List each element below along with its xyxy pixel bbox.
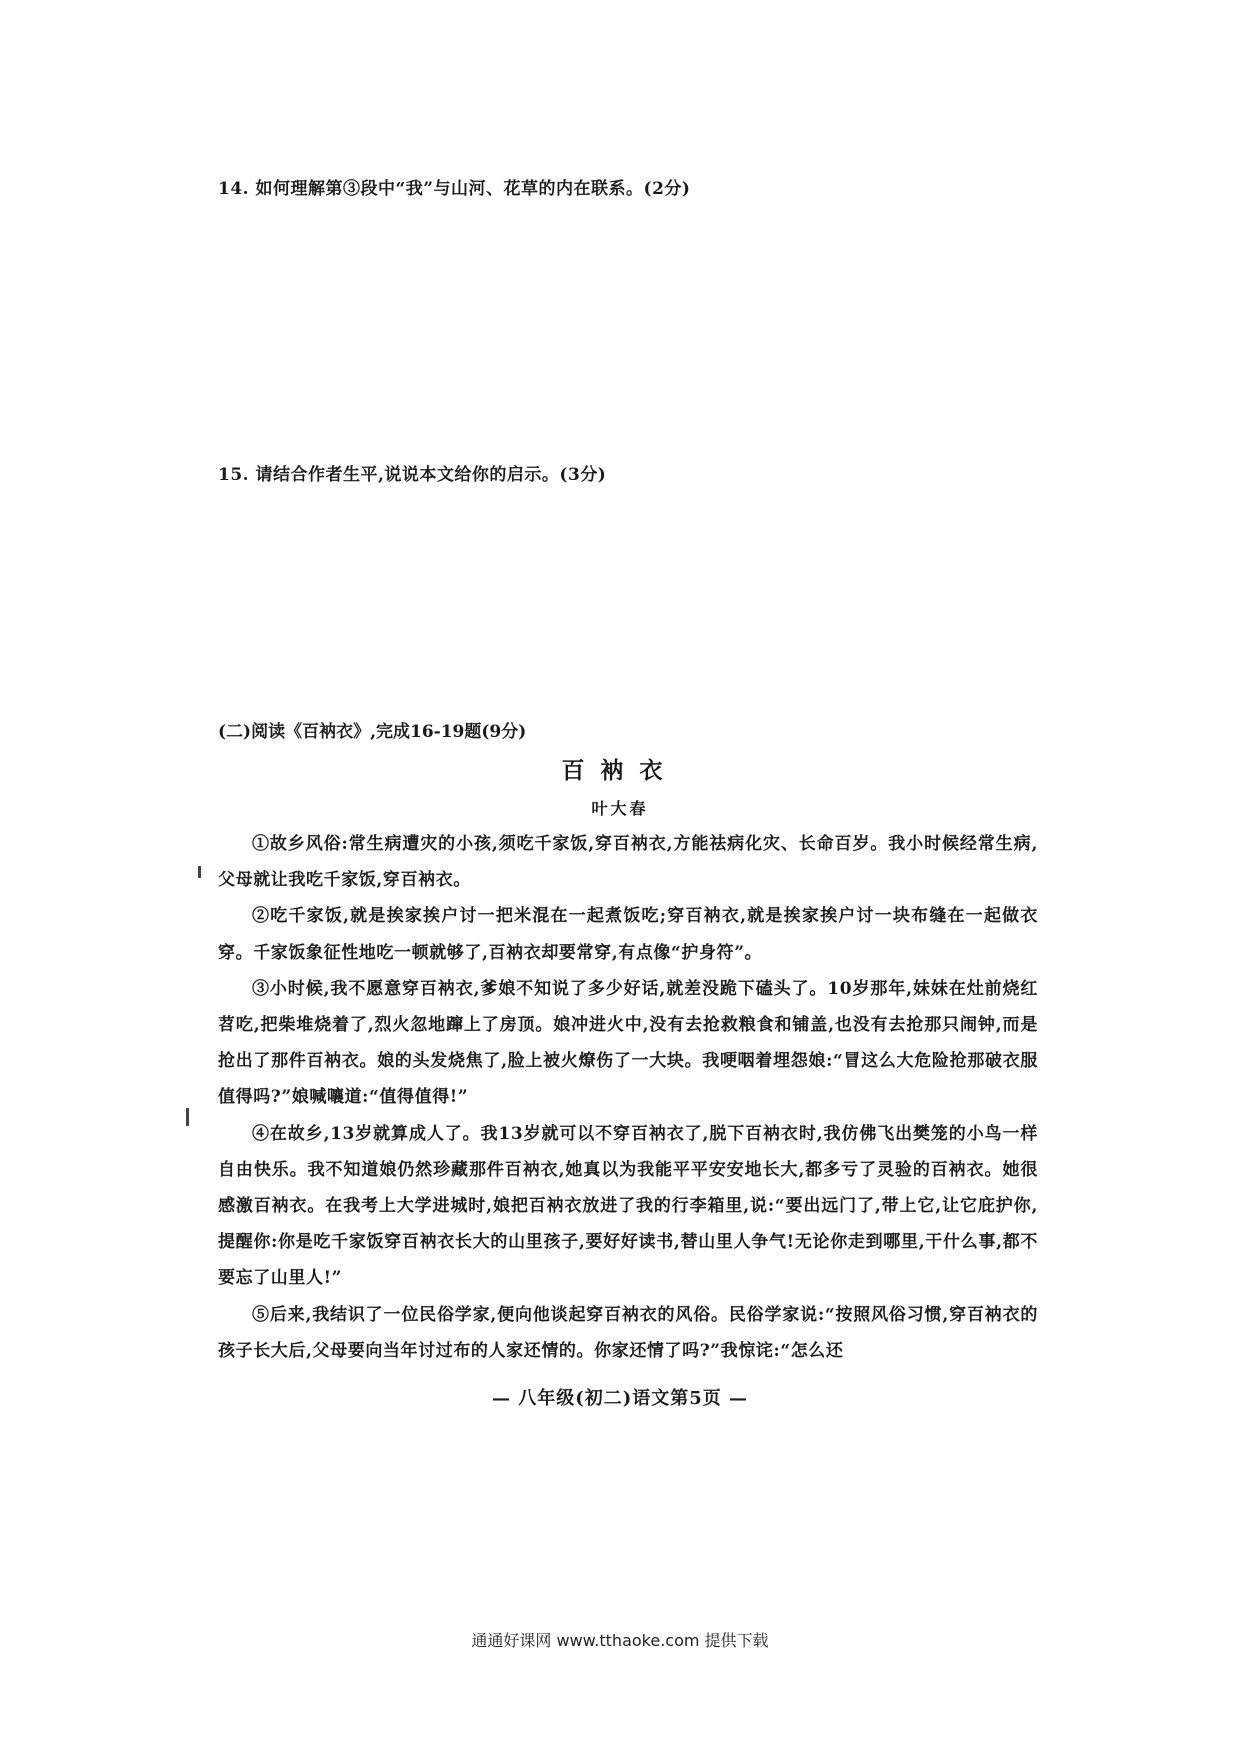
footer-credit: 通通好课网 www.tthaoke.com 提供下载 bbox=[471, 1631, 769, 1650]
scan-mark bbox=[198, 866, 201, 878]
question-14: 14. 如何理解第③段中“我”与山河、花草的内在联系。(2分) bbox=[218, 179, 691, 199]
paragraph-3: ③小时候,我不愿意穿百衲衣,爹娘不知说了多少好话,就差没跪下磕头了。10岁那年,妹妹在灶前烧红苕吃,把柴堆烧着了,烈火忽地蹿上了房顶。娘冲进火中,没有去抢救粮食和铺盖,也没有去抢那只闹钟,而是抢出了那件百衲衣。娘的头发烧焦了,脸上被火燎伤了一大块。我哽咽着埋怨娘:“冒这么大危险抢那破衣服值得吗?”娘喊嚷道:“值得值得!” bbox=[218, 978, 1038, 1108]
section-heading: (二)阅读《百衲衣》,完成16-19题(9分) bbox=[218, 722, 527, 742]
paragraph-1: ①故乡风俗:常生病遭灾的小孩,须吃千家饭,穿百衲衣,方能祛病化灾、长命百岁。我小时候经常生病,父母就让我吃千家饭,穿百衲衣。 bbox=[218, 834, 1038, 891]
article-title: 百衲衣 bbox=[561, 757, 679, 784]
paragraph-4: ④在故乡,13岁就算成人了。我13岁就可以不穿百衲衣了,脱下百衲衣时,我仿佛飞出樊笼的小鸟一样自由快乐。我不知道娘仍然珍藏那件百衲衣,她真以为我能平平安安地长大,都多亏了灵验的百衲衣。她很感激百衲衣。在我考上大学进城时,娘把百衲衣放进了我的行李箱里,说:“要出远门了,带上它,让它庇护你,提醒你:你是吃千家饭穿百衲衣长大的山里孩子,要好好读书,替山里人争气!无论你走到哪里,干什么事,都不要忘了山里人!” bbox=[218, 1123, 1038, 1289]
article-author: 叶大春 bbox=[591, 799, 649, 818]
paragraph-5: ⑤后来,我结识了一位民俗学家,便向他谈起穿百衲衣的风俗。民俗学家说:“按照风俗习惯,穿百衲衣的孩子长大后,父母要向当年讨过布的人家还情的。你家还情了吗?”我惊诧:“怎么还 bbox=[218, 1304, 1038, 1361]
question-15: 15. 请结合作者生平,说说本文给你的启示。(3分) bbox=[218, 465, 607, 485]
paragraph-2: ②吃千家饭,就是挨家挨户讨一把米混在一起煮饭吃;穿百衲衣,就是挨家挨户讨一块布缝在一起做衣穿。千家饭象征性地吃一顿就够了,百衲衣却要常穿,有点像“护身符”。 bbox=[218, 906, 1038, 963]
scan-mark bbox=[186, 1108, 189, 1126]
article-body bbox=[218, 826, 1038, 1369]
page-number: — 八年级(初二)语文第5页 — bbox=[491, 1388, 749, 1409]
